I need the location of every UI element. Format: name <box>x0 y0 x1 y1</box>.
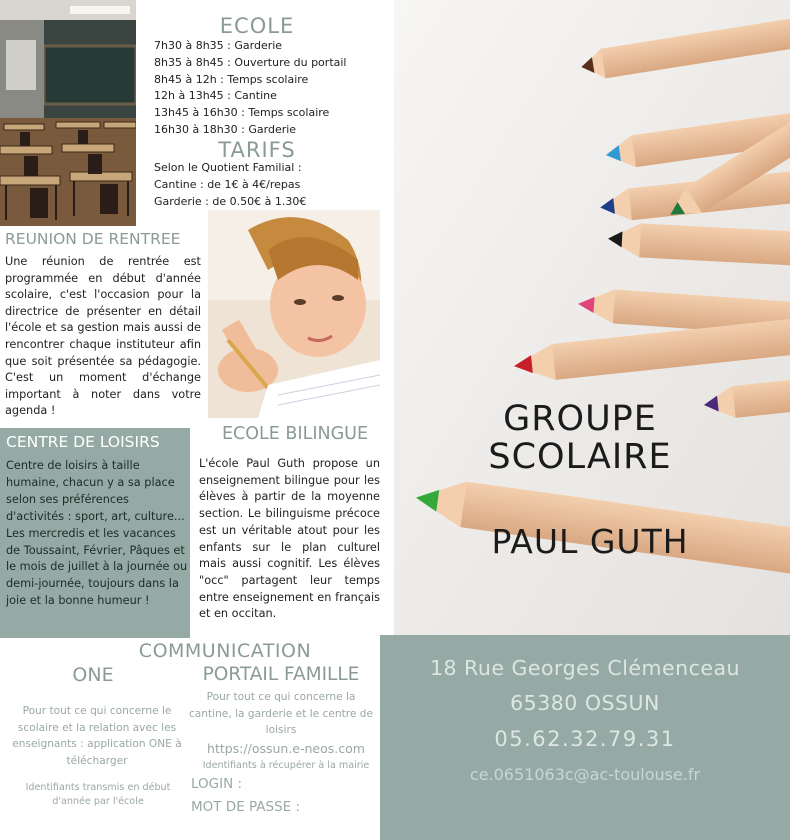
schedule-line: 7h30 à 8h35 : Garderie <box>154 39 283 52</box>
loisirs-text: Centre de loisirs à taille humaine, chacun y a sa place selon ses préférences d'activités : sport, art, culture... Les mercredis et les vacances de Toussaint, Février, Pâques et le mois de juillet à la journée ou demi-journée, toujours dans la joie et la bonne humeur ! <box>6 459 188 608</box>
ecole-heading: ECOLE <box>219 14 295 38</box>
one-text: Pour tout ce qui concerne le scolaire et la relation avec les enseignants : application ONE à télécharger <box>12 705 182 767</box>
bilingue-heading: ECOLE BILINGUE <box>221 424 368 444</box>
email-address[interactable]: ce.0651063c@ac-toulouse.fr <box>469 765 701 784</box>
tarif-line: Garderie : de 0.50€ à 1.30€ <box>154 194 307 208</box>
tarif-line: Cantine : de 1€ à 4€/repas <box>154 177 301 191</box>
password-label: MOT DE PASSE : <box>191 799 301 815</box>
reunion-heading: REUNION DE RENTREE <box>5 230 181 248</box>
schedule-line: 8h35 à 8h45 : Ouverture du portail <box>154 55 347 69</box>
communication-heading: COMMUNICATION <box>138 640 312 662</box>
cover-title <box>440 400 720 476</box>
one-identifiers-note: Identifiants transmis en début d'année par l'école <box>25 782 171 807</box>
cover-title-line: GROUPE <box>503 399 657 439</box>
schedule-line: 12h à 13h45 : Cantine <box>154 89 277 103</box>
schedule-line: 16h30 à 18h30 : Garderie <box>154 122 297 136</box>
portail-identifiers-note: Identifiants à récupérer à la mairie <box>202 760 370 771</box>
tarif-line: Selon le Quotient Familial : <box>154 161 302 174</box>
child-writing-photo <box>208 210 380 418</box>
login-label: LOGIN : <box>191 776 243 792</box>
portail-text: Pour tout ce qui concerne la cantine, la garderie et le centre de loisirs <box>188 691 374 736</box>
school-name: PAUL GUTH <box>491 522 689 561</box>
address-city: 65380 OSSUN <box>510 691 660 715</box>
schedule-line: 13h45 à 16h30 : Temps scolaire <box>154 106 330 120</box>
classroom-photo <box>0 0 136 226</box>
reunion-text: Une réunion de rentrée est programmée en début d'année scolaire, c'est l'occasion pour la directrice de présenter en détail l'école et sa gestion mais aussi de rencontrer chaque instituteur afin que soit présentée sa pédagogie. C'est un moment d'échange important à noter dans votre agenda ! <box>5 255 201 418</box>
address-street: 18 Rue Georges Clémenceau <box>429 656 741 680</box>
loisirs-heading: CENTRE DE LOISIRS <box>6 433 160 451</box>
tarifs-heading: TARIFS <box>218 138 296 162</box>
schedule-line: 8h45 à 12h : Temps scolaire <box>154 72 309 86</box>
portail-famille-heading: PORTAIL FAMILLE <box>202 664 360 685</box>
bilingue-text: L'école Paul Guth propose un enseignement bilingue pour les élèves à partir de la moyenne section. Le bilinguisme précoce est un véritable atout pour les enfants sur le plan culturel mais aussi cognitif. Les élèves "occ" partagent leur temps entre enseignement en français et en occitan. <box>199 457 380 621</box>
phone-number[interactable]: 05.62.32.79.31 <box>494 727 676 751</box>
one-heading: ONE <box>72 664 114 686</box>
ecole-schedule <box>154 38 384 139</box>
portail-url-link[interactable]: https://ossun.e-neos.com <box>207 741 365 756</box>
tarifs-list <box>154 160 384 210</box>
cover-title-line: SCOLAIRE <box>488 437 672 477</box>
